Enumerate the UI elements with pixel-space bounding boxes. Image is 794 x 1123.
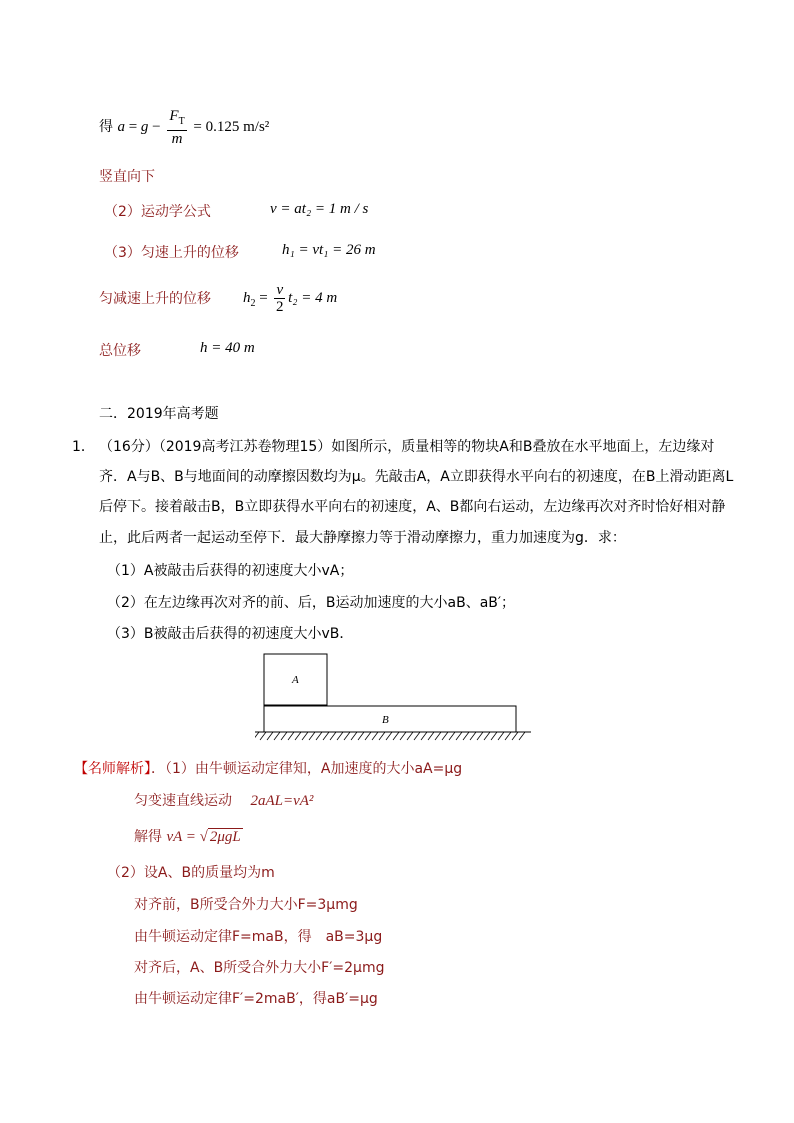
hatch-stroke [386, 732, 392, 740]
hatch-stroke [309, 732, 315, 740]
analysis-bracket: 【名师解析】 [74, 761, 151, 777]
hatch-stroke [421, 732, 427, 740]
question-number: 1． [72, 439, 95, 455]
accel-value: = 0.125 m/s² [193, 118, 270, 135]
hatch-stroke [470, 732, 476, 740]
hatch-stroke [519, 732, 525, 740]
block-a-label: A [292, 674, 299, 686]
hatch-stroke [330, 732, 336, 740]
ground-hatching [255, 732, 525, 740]
question-line-4: 止，此后两者一起运动至停下．最大静摩擦力等于滑动摩擦力，重力加速度为g．求： [99, 530, 626, 546]
accel-prefix: 得 [99, 118, 113, 135]
hatch-stroke [267, 732, 273, 740]
hatch-stroke [414, 732, 420, 740]
hatch-stroke [442, 732, 448, 740]
analysis-line-3-eq [166, 828, 242, 845]
hatch-stroke [295, 732, 301, 740]
analysis-line-1 [74, 758, 462, 778]
hatch-stroke [372, 732, 378, 740]
hatch-stroke [505, 732, 511, 740]
uniform-rise-line [104, 242, 376, 262]
hatch-stroke [456, 732, 462, 740]
accel-result-line [99, 108, 269, 147]
analysis-line-3-label: 解得 [134, 829, 162, 845]
blocks-figure [255, 650, 545, 745]
hatch-stroke [491, 732, 497, 740]
kinematics-line [104, 201, 369, 221]
analysis-line-2-eq: 2aAL=vA² [250, 793, 314, 809]
block-b [264, 706, 516, 732]
analysis-line-6: 由牛顿运动定律F=maB，得 aB=3μg [134, 929, 383, 945]
hatch-stroke [337, 732, 343, 740]
decel-line [99, 282, 338, 315]
question-sub-2: （2）在左边缘再次对齐的前、后，B运动加速度的大小aB、aB′； [107, 595, 516, 611]
direction-line: 竖直向下 [99, 169, 155, 185]
hatch-stroke [498, 732, 504, 740]
hatch-stroke [358, 732, 364, 740]
hatch-stroke [407, 732, 413, 740]
sqrt-sign: √ [199, 829, 208, 845]
sqrt-radicand: 2μgL [209, 829, 241, 845]
hatch-stroke [512, 732, 518, 740]
kinematics-label: （2）运动学公式 [104, 204, 211, 220]
hatch-stroke [477, 732, 483, 740]
question-sub-1: （1）A被敲击后获得的初速度大小vA； [107, 563, 354, 579]
total-displacement-line [99, 340, 255, 360]
velocity-symbol: vA = [166, 829, 196, 845]
kinematics-eq: v = at₂ = 1 m / s [270, 201, 369, 217]
hatch-stroke [323, 732, 329, 740]
hatch-stroke [302, 732, 308, 740]
hatch-stroke [288, 732, 294, 740]
section-title: 二．2019年高考题 [99, 406, 219, 422]
analysis-line-2-label: 匀变速直线运动 [134, 793, 232, 809]
hatch-stroke [344, 732, 350, 740]
hatch-stroke [351, 732, 357, 740]
uniform-rise-eq: h₁ = vt₁ = 26 m [282, 242, 376, 258]
decel-label: 匀减速上升的位移 [99, 291, 211, 307]
hatch-stroke [260, 732, 266, 740]
hatch-stroke [463, 732, 469, 740]
analysis-line-1-text: ．（1）由牛顿运动定律知，A加速度的大小aA=μg [151, 761, 463, 777]
analysis-line-8: 由牛顿运动定律F′=2maB′，得aB′=μg [134, 991, 378, 1007]
hatch-stroke [274, 732, 280, 740]
total-eq: h = 40 m [200, 340, 255, 356]
analysis-line-2 [134, 790, 313, 810]
hatch-stroke [400, 732, 406, 740]
question-line-1: （16分）（2019高考江苏卷物理15）如图所示，质量相等的物块A和B叠放在水平地面上，左边缘对 [99, 439, 715, 455]
uniform-rise-label: （3）匀速上升的位移 [104, 245, 239, 261]
decel-eq-right: t₂ = 4 m [288, 289, 338, 306]
analysis-line-5: 对齐前，B所受合外力大小F=3μmg [134, 897, 358, 913]
question-line-3: 后停下。接着敲击B，B立即获得水平向右的初速度，A、B都向右运动，左边缘再次对齐时恰好相对静 [99, 499, 726, 515]
hatch-stroke [365, 732, 371, 740]
hatch-stroke [428, 732, 434, 740]
analysis-line-4: （2）设A、B的质量均为m [107, 865, 275, 881]
hatch-stroke [393, 732, 399, 740]
hatch-stroke [281, 732, 287, 740]
question-line-2: 齐．A与B、B与地面间的动摩擦因数均为μ。先敲击A，A立即获得水平向右的初速度，在B上滑动距离L [99, 469, 734, 485]
hatch-stroke [255, 732, 259, 740]
analysis-line-7: 对齐后，A、B所受合外力大小F′=2μmg [134, 960, 385, 976]
accel-formula: a = g − $\frac{F_T}{m}$ = 0.125 m/s² [117, 108, 270, 147]
hatch-stroke [316, 732, 322, 740]
decel-eq: $h_2$ = $\frac{v}{2}$ t₂ = 4 m [243, 282, 338, 315]
hatch-stroke [435, 732, 441, 740]
hatch-stroke [449, 732, 455, 740]
question-sub-3: （3）B被敲击后获得的初速度大小vB． [107, 626, 354, 642]
hatch-stroke [379, 732, 385, 740]
analysis-line-3 [134, 826, 243, 846]
hatch-stroke [484, 732, 490, 740]
total-label: 总位移 [99, 343, 141, 359]
block-b-label: B [382, 714, 389, 726]
